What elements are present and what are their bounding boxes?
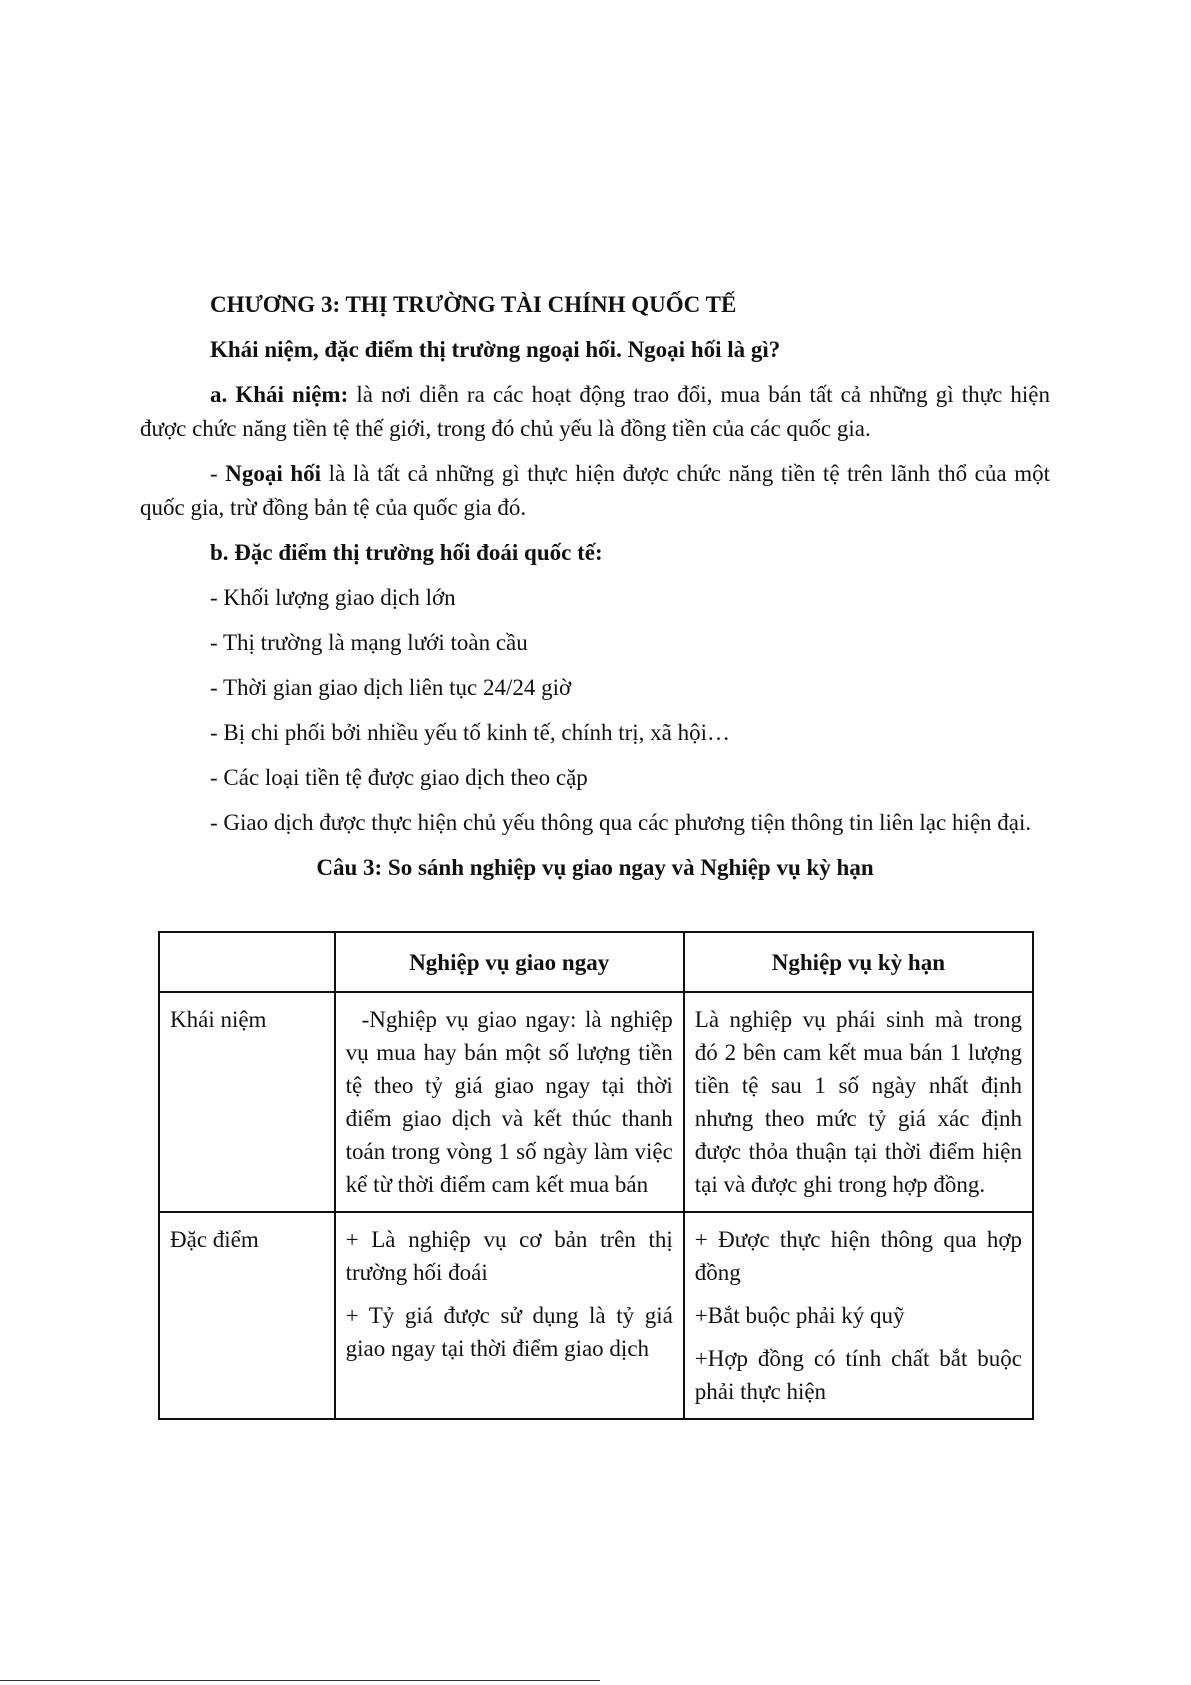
table-caption: Câu 3: So sánh nghiệp vụ giao ngay và Nghiệp vụ kỳ hạn	[316, 855, 874, 880]
forward-cell	[684, 992, 1033, 1212]
cell-text: + Là nghiệp vụ cơ bản trên thị trường hối đoái	[345, 1227, 673, 1285]
concept-paragraph	[140, 378, 1050, 446]
cell-text: -Nghiệp vụ giao ngay: là nghiệp vụ mua hay bán một số lượng tiền tệ theo tỷ giá giao ngay tại thời điểm giao dịch và kết thúc thanh toán trong vòng 1 số ngày làm việc kể từ thời điểm cam kết mua bán	[345, 1007, 673, 1197]
cell-text: + Tỷ giá được sử dụng là tỷ giá giao ngay tại thời điểm giao dịch	[345, 1303, 673, 1361]
list-item: - Thị trường là mạng lưới toàn cầu	[210, 630, 528, 655]
document-body	[140, 288, 1050, 895]
row-label: Khái niệm	[159, 992, 335, 1212]
comparison-table	[158, 931, 1034, 1420]
features-title: b. Đặc điểm thị trường hối đoái quốc tế:	[210, 540, 603, 565]
footer-divider	[0, 1680, 600, 1681]
list-item: - Khối lượng giao dịch lớn	[210, 585, 456, 610]
cell-text: +Hợp đồng có tính chất bắt buộc phải thực hiện	[694, 1346, 1022, 1404]
list-item: - Giao dịch được thực hiện chủ yếu thông qua các phương tiện thông tin liên lạc hiện đại.	[210, 810, 1032, 835]
forex-label: Ngoại hối	[225, 461, 322, 486]
concept-text: là nơi diễn ra các hoạt động trao đổi, mua bán tất cả những gì thực hiện được chức năng tiền tệ thế giới, trong đó chủ yếu là đồng tiền của các quốc gia.	[140, 382, 1050, 441]
table-row	[159, 1212, 1033, 1419]
table-header-row	[159, 932, 1033, 992]
cell-text: Là nghiệp vụ phái sinh mà trong đó 2 bên cam kết mua bán 1 lượng tiền tệ sau 1 số ngày nhất định nhưng theo mức tỷ giá xác định được thỏa thuận tại thời điểm hiện tại và được ghi trong hợp đồng.	[694, 1007, 1022, 1197]
row-label: Đặc điểm	[159, 1212, 335, 1419]
spot-cell	[335, 1212, 684, 1419]
cell-text: + Được thực hiện thông qua hợp đồng	[694, 1227, 1022, 1285]
header-spot: Nghiệp vụ giao ngay	[335, 932, 684, 992]
spot-cell	[335, 992, 684, 1212]
forward-cell	[684, 1212, 1033, 1419]
list-item: - Thời gian giao dịch liên tục 24/24 giờ	[210, 675, 572, 700]
question-title: Khái niệm, đặc điểm thị trường ngoại hối. Ngoại hối là gì?	[210, 337, 781, 362]
header-forward: Nghiệp vụ kỳ hạn	[684, 932, 1033, 992]
chapter-title: CHƯƠNG 3: THỊ TRƯỜNG TÀI CHÍNH QUỐC TẾ	[210, 292, 737, 317]
header-empty	[159, 932, 335, 992]
features-list	[140, 581, 1050, 840]
forex-paragraph	[140, 457, 1050, 525]
list-item: - Các loại tiền tệ được giao dịch theo cặp	[210, 765, 588, 790]
cell-text: +Bắt buộc phải ký quỹ	[694, 1303, 905, 1328]
list-item: - Bị chi phối bởi nhiều yếu tố kinh tế, chính trị, xã hội…	[210, 720, 731, 745]
forex-prefix: -	[210, 461, 226, 486]
concept-label: a. Khái niệm:	[210, 382, 349, 407]
table-row	[159, 992, 1033, 1212]
forex-text: là là tất cả những gì thực hiện được chức năng tiền tệ trên lãnh thổ của một quốc gia, trừ đồng bản tệ của quốc gia đó.	[140, 461, 1050, 520]
